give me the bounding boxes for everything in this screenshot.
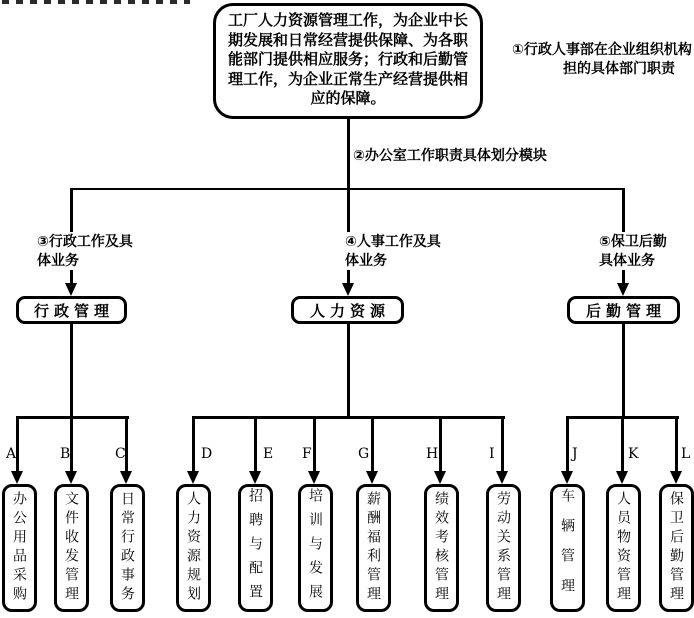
arrowhead-down-icon	[342, 283, 354, 296]
connector-stem	[16, 416, 19, 472]
arrowhead-down-icon	[187, 471, 199, 484]
annotation-4-line2: 体业务	[345, 252, 387, 268]
annotation-1	[512, 40, 692, 78]
task-box-f: 培训与发展	[298, 484, 333, 612]
branch-letter: I	[489, 446, 495, 462]
arrowhead-down-icon	[65, 283, 77, 296]
arrowhead-down-icon	[561, 471, 573, 484]
branch-letter: E	[263, 446, 274, 462]
arrowhead-down-icon	[366, 471, 378, 484]
task-box-c: 日常行政事务	[110, 484, 145, 612]
task-box-l: 保卫后勤管理	[659, 484, 694, 612]
summary-line: 能部门提供相应服务；行政和后勤管	[227, 51, 468, 68]
arrowhead-down-icon	[65, 471, 77, 484]
task-box-e: 招聘与配置	[238, 484, 273, 612]
arrowhead-down-icon	[11, 471, 23, 484]
connector-stem	[192, 416, 195, 472]
summary-line: 应的保障。	[310, 90, 386, 107]
branch-letter: D	[201, 446, 213, 462]
annotation-5-line2: 具体业务	[599, 252, 655, 268]
connector-bar-mid	[192, 416, 505, 419]
arrowhead-down-icon	[249, 471, 261, 484]
annotation-1-line2: 担的具体部门职责	[563, 60, 675, 76]
branch-letter: K	[628, 446, 639, 462]
annotation-3	[37, 232, 133, 270]
task-box-h: 绩效考核管理	[424, 484, 459, 612]
task-box-g: 薪酬福利管理	[356, 484, 391, 612]
arrowhead-down-icon	[120, 471, 132, 484]
arrowhead-down-icon	[434, 471, 446, 484]
task-box-a: 办公用品采购	[2, 484, 37, 612]
annotation-2: ②办公室工作职责具体划分模块	[353, 147, 547, 163]
connector-stem	[566, 416, 569, 472]
connector-hr-stem	[347, 323, 350, 418]
connector-trunk	[347, 119, 350, 189]
arrowhead-down-icon	[496, 471, 508, 484]
annotation-3-line1: ③行政工作及具	[37, 233, 133, 249]
connector-stem	[501, 416, 504, 472]
connector-stem	[621, 416, 624, 472]
task-box-d: 人力资源规划	[176, 484, 211, 612]
summary-box	[213, 3, 483, 119]
connector-stem	[313, 416, 316, 472]
task-box-j: 车辆管理	[550, 484, 585, 612]
arrowhead-down-icon	[616, 471, 628, 484]
dept-box-logistics: 后勤管理	[567, 296, 680, 324]
clipped-text-artifact	[2, 0, 190, 4]
dept-box-hr: 人力资源	[291, 296, 404, 324]
task-box-b: 文件收发管理	[54, 484, 89, 612]
summary-line: 理工作，为企业正常生产经营提供相	[227, 70, 468, 88]
task-box-i: 劳动关系管理	[486, 484, 521, 612]
connector-stem	[254, 416, 257, 472]
branch-letter: C	[115, 446, 126, 462]
annotation-5-line1: ⑤保卫后勤	[599, 233, 667, 249]
connector-stem	[70, 416, 73, 472]
arrowhead-down-icon	[670, 471, 682, 484]
branch-letter: A	[6, 446, 17, 462]
summary-line: 工厂人力资源管理工作，为企业中长	[227, 12, 468, 29]
connector-logistics-stem	[622, 323, 625, 418]
branch-letter: F	[302, 446, 312, 462]
branch-letter: J	[572, 446, 578, 462]
branch-letter: G	[358, 446, 370, 462]
branch-letter: B	[60, 446, 71, 462]
annotation-5	[599, 232, 667, 270]
arrowhead-down-icon	[308, 471, 320, 484]
summary-line: 期发展和日常经营提供保障、为各职	[227, 31, 468, 49]
task-box-k: 人员物资管理	[606, 484, 641, 612]
arrowhead-down-icon	[617, 283, 629, 296]
connector-admin-stem	[70, 323, 73, 418]
connector-stem	[125, 416, 128, 472]
connector-stem	[439, 416, 442, 472]
branch-letter: L	[681, 446, 691, 462]
branch-letter: H	[426, 446, 439, 462]
annotation-4-line1: ④人事工作及具	[345, 233, 441, 249]
annotation-1-line1: ①行政人事部在企业组织机构	[512, 41, 692, 57]
annotation-4	[345, 232, 441, 270]
connector-stem	[371, 416, 374, 472]
connector-stem	[675, 416, 678, 472]
annotation-3-line2: 体业务	[37, 252, 79, 268]
dept-box-admin: 行政管理	[16, 296, 127, 324]
